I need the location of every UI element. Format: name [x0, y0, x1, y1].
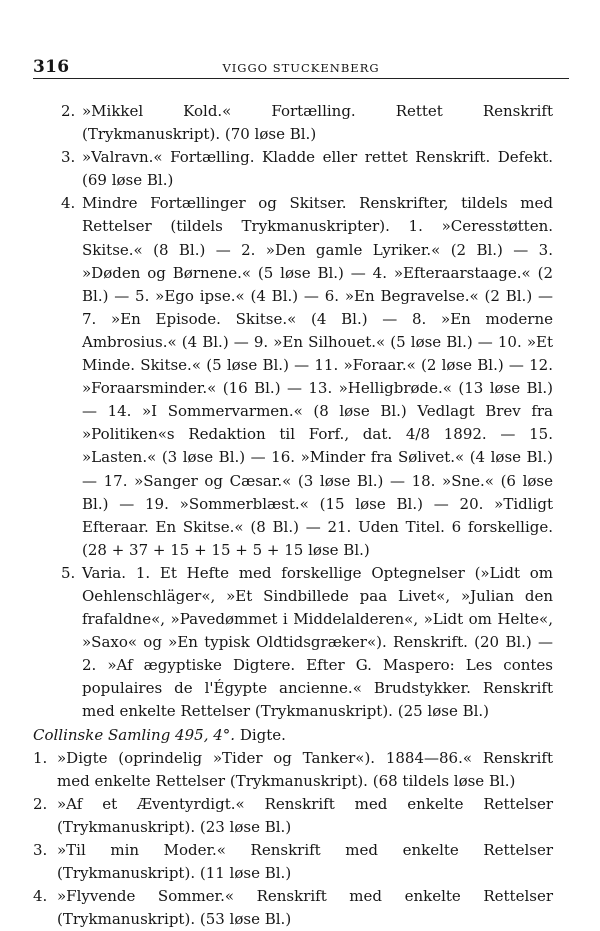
section-subtitle: Digte. — [235, 725, 286, 744]
item-number: 4. — [61, 194, 76, 213]
list-item — [33, 146, 553, 192]
page-header — [33, 56, 569, 79]
item-text: »Af et Æventyrdigt.« Renskrift med enkelte Rettelser (Trykmanuskript). (23 løse Bl.) — [57, 794, 553, 836]
item-text: »Til min Moder.« Renskrift med enkelte Rettelser (Trykmanuskript). (11 løse Bl.) — [57, 841, 553, 883]
item-number: 2. — [33, 794, 48, 813]
section-heading — [33, 724, 553, 747]
item-text: »Mikkel Kold.« Fortælling. Rettet Renskrift (Trykmanuskript). (70 løse Bl.) — [82, 102, 553, 144]
item-text: »Valravn.« Fortælling. Kladde eller rettet Renskrift. Defekt. (69 løse Bl.) — [82, 148, 553, 190]
item-text: Varia. 1. Et Hefte med forskellige Optegnelser (»Lidt om Oehlenschläger«, »Et Sindbillede paa Livet«, »Julian den frafaldne«, »Pavedømmet i Middelalderen«, »Lidt om Helte«, »Saxo« og »En typisk Oldtidsgræker«). Renskrift. (20 Bl.) — 2. »Af ægyptiske Digtere. Efter G. Maspero: Les contes populaires de l'Égypte ancienne.« Brudstykker. Renskrift med enkelte Rettelser (Trykmanuskript). (25 løse Bl.) — [82, 563, 553, 721]
section-title: Collinske Samling 495, 4°. — [33, 725, 236, 744]
list-item — [33, 562, 553, 724]
page-body — [33, 100, 553, 931]
manuscript-list — [33, 100, 553, 724]
list-item — [33, 839, 553, 885]
list-item — [33, 793, 553, 839]
item-number: 3. — [33, 841, 48, 859]
running-head: VIGGO STUCKENBERG — [222, 61, 380, 75]
item-text: »Flyvende Sommer.« Renskrift med enkelte Rettelser (Trykmanuskript). (53 løse Bl.) — [57, 887, 553, 929]
item-text: »Digte (oprindelig »Tider og Tanker«). 1884—86.« Renskrift med enkelte Rettelser (Trykmanuskript). (68 tildels løse Bl.) — [57, 748, 553, 790]
item-text: Mindre Fortællinger og Skitser. Renskrifter, tildels med Rettelser (tildels Trykmanuskripter). 1. »Ceresstøtten. Skitse.« (8 Bl.) — 2. »Den gamle Lyriker.« (2 Bl.) — 3. »Døden og Børnene.« (5 løse Bl.) — 4. »Efteraarstaage.« (2 Bl.) — 5. »Ego ipse.« (4 Bl.) — 6. »En Begravelse.« (2 Bl.) — 7. »En Episode. Skitse.« (4 Bl.) — 8. »En moderne Ambrosius.« (4 Bl.) — 9. »En Silhouet.« (5 løse Bl.) — 10. »Et Minde. Skitse.« (5 løse Bl.) — 11. »Foraar.« (2 løse Bl.) — 12. »Foraarsminder.« (16 Bl.) — 13. »Helligbrøde.« (13 løse Bl.) — 14. »I Sommervarmen.« (8 løse Bl.) Vedlagt Brev fra »Politiken«s Redaktion til Forf., dat. 4/8 1892. — 15. »Lasten.« (3 løse Bl.) — 16. »Minder fra Sølivet.« (4 løse Bl.) — 17. »Sanger og Cæsar.« (3 løse Bl.) — 18. »Sne.« (6 løse Bl.) — 19. »Sommerblæst.« (15 løse Bl.) — 20. »Tidligt Efteraar. En Skitse.« (8 Bl.) — 21. Uden Titel. 6 forskellige. (28 + 37 + 15 + 15 + 5 + 15 løse Bl.) — [82, 194, 553, 559]
item-number: 1. — [33, 748, 48, 767]
item-number: 2. — [61, 102, 76, 120]
list-item — [33, 192, 553, 562]
list-item — [33, 100, 553, 146]
list-item — [33, 885, 553, 931]
item-number: 5. — [61, 563, 76, 582]
poetry-list — [33, 747, 553, 931]
list-item — [33, 747, 553, 793]
item-number: 4. — [33, 887, 48, 906]
page-number: 316 — [33, 57, 70, 77]
item-number: 3. — [61, 148, 76, 167]
